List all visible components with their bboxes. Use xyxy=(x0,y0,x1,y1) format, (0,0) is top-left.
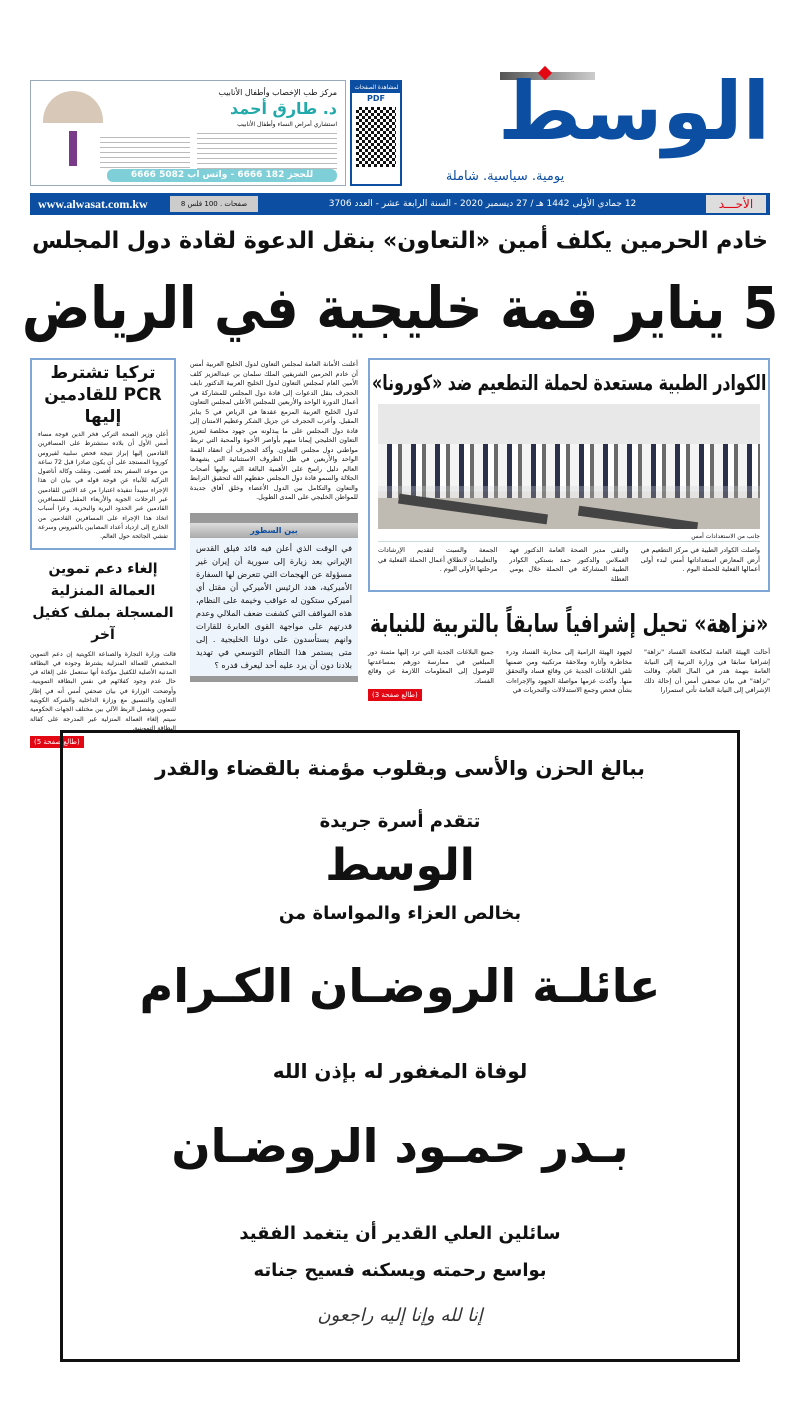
pdf-label: PDF xyxy=(367,94,385,103)
day-label: الأحـــد xyxy=(718,197,754,211)
vaccine-headline: الكوادر الطبية مستعدة لحملة التطعيم ضد «كورونا» xyxy=(371,371,767,395)
left-column xyxy=(30,358,176,748)
deceased-name-wrap xyxy=(73,1118,727,1174)
domestic-text: قالت وزارة التجارة والصناعة الكويتية إن دعم التموين المخصص للعمالة المنزلية يشترط وجوده في البطاقة المدنية الأصلية للكفيل مؤكدة أنها ستعمل على إلغائه في حال عدم وجود كفلائهم في نفس البطاقة التموينية. وأوضحت الوزارة في بيان صحفي أمس أنه في إطار التعاون والتنسيق مع وزارة الداخلية والشركة الكويتية للتموين وبفضل الربط الآلي بين مختلف الجهات الحكومية سيتم إلغاء العمالة المنزلية غير المدرجة على كفالة البطاقة التموينية. xyxy=(30,650,176,732)
price-text: 8 صفحات . 100 فلس xyxy=(180,200,248,208)
between-lines-column xyxy=(190,513,358,682)
family-name-wrap xyxy=(73,958,727,1014)
qr-code-icon[interactable] xyxy=(356,107,396,167)
tagline-wrap xyxy=(405,168,605,186)
ad-doctor: د. طارق أحمد xyxy=(229,99,337,118)
article-column: لجهود الهيئة الرامية إلى محاربة الفساد ودرء مخاطره وآثاره وملاحقة مرتكبيه ومن ضمنها تلقي البلاغات الجدية عن وقائع فساد والتحقق منها. وأكدت عزمها مواصلة الجهود والإجراءات بشأن فحص وجمع الاستدلالات والتحريات في xyxy=(506,648,632,694)
info-bar xyxy=(30,193,770,215)
vaccine-article xyxy=(368,358,770,592)
quran-verse: إنا لله وإنا إليه راجعون xyxy=(317,1305,483,1326)
column-text: في الوقت الذي أعلن فيه قائد فيلق القدس الإيراني بعد زيارة إلى سورية أن إيران غير مسؤولة عن الهجمات التي تتعرض لها السفارة الأميركية، هدد الرئيس الأميركي أن مقتل أي أميركي ستكون له عواقب وخيمة على النظام، هذه المواقف التي كشفت ضعف الملالي وعدم قدرتهم على مواجهة القوى العابرة للقارات وانهم يستأسدون على دولنا الخليجية . إلى متى يستمر هذا النظام التوسعي في تهديد بلادنا دون أن يرد عليه أحد ليعرف قدره ؟ xyxy=(196,542,352,670)
column-title: بين السطور xyxy=(190,523,358,538)
ad-specialty: استشاري أمراض النساء وأطفال الأنابيب xyxy=(237,121,337,128)
condolence-line-wrap xyxy=(73,755,727,781)
article-column: واصلت الكوادر الطبية في مركز التطعيم في أرض المعارض استعداداتها أمس لبدء أولى أعمالها الفعلية للحملة اليوم . xyxy=(640,546,760,573)
turkey-article xyxy=(30,358,176,550)
condolence-line-wrap xyxy=(73,1058,727,1084)
sub-headline: خادم الحرمين يكلف أمين «التعاون» بنقل الدعوة لقادة دول المجلس xyxy=(32,228,768,254)
deceased-name: بـدر حمـود الروضـان xyxy=(171,1119,629,1173)
condolence-line: تتقدم أسرة جريدة xyxy=(319,811,481,832)
condolence-line-wrap xyxy=(73,809,727,835)
article-column: أحالت الهيئة العامة لمكافحة الفساد "نزاهة" إشرافيا سابقا في وزارة التربية إلى النيابة العامة بتهمة هدر في المال العام. وقالت "نزاهة" في بيان صحفي أمس أن إحالة ذلك الإشرافي إلى النيابة العامة تأتي استمرارا xyxy=(644,648,770,694)
date-line: 12 جمادي الأولى 1442 هـ / 27 ديسمبر 2020 - السنة الرابعة عشر - العدد 3706 xyxy=(328,199,637,209)
qr-pdf-box[interactable] xyxy=(350,80,402,186)
vaccine-headline-wrap xyxy=(370,368,768,398)
condolence-line: لوفاة المغفور له بإذن الله xyxy=(272,1059,528,1083)
logo-text: الوسط xyxy=(498,65,770,158)
main-headline: 5 يناير قمة خليجية في الرياض xyxy=(21,274,779,342)
article-column-wrap xyxy=(368,648,494,701)
condolence-line: بخالص العزاء والمواساة من xyxy=(278,903,522,924)
price-box xyxy=(170,196,258,212)
condolence-ad xyxy=(60,730,740,1362)
ad-phones: للحجز 182 6666 - واتس اب 5082 6666 xyxy=(130,170,314,180)
domestic-headline: إلغاء دعم تموين العمالة المنزلية المسجلة بملف كفيل آخر xyxy=(32,560,174,643)
condolence-line: ببالغ الحزن والأسى وبقلوب مؤمنة بالقضاء والقدر xyxy=(155,756,645,780)
article-column: والتقى مدير الصحة العامة الدكتور فهد الغملاس والدكتور حمد بستكي الكوادر الطبية المشاركة في الحملة خلال يومي العطلة xyxy=(509,546,629,583)
condolence-line-wrap xyxy=(73,1221,727,1247)
photo-caption: جانب من الاستعدادات أمس xyxy=(378,532,760,542)
nazaha-headline-wrap xyxy=(368,606,770,642)
day-box xyxy=(706,195,766,213)
date-wrap xyxy=(265,195,700,213)
condolence-logo-wrap xyxy=(73,839,727,893)
quran-verse-wrap xyxy=(73,1303,727,1329)
qr-label-wrap xyxy=(352,82,400,93)
turkey-text: أعلن وزير الصحة التركي فخر الدين قوجة مساء أمس الأول أن بلاده ستشترط على المسافرين القادمين إليها إبراز نتيجة فحص سلبية لفيروس كورونا المستجد على أن يكون صادرا قبل 72 ساعة من موعد السفر بحد أقصى. ونقلت وكالة أناضول التركية للأنباء عن قوجة قوله في بيان ان هذا الإجراء سيبدأ تنفيذه اعتبارا من غد الاثنين للقادمين عبر الرحلات الجوية والأربعاء المقبل للمسافرين القادمين عبر الحدود البرية والبحرية. وعزا أسباب اتخاذ هذا الإجراء على المسافرين القادمين من الخارج إلى ازدياد أعداد المصابين بالفيروس وسرعة تفشي الجائحة حول العالم. xyxy=(38,431,168,541)
doctor-advertisement[interactable] xyxy=(30,80,346,186)
condolence-line-wrap xyxy=(73,901,727,927)
right-column xyxy=(368,358,770,701)
condolence-line-wrap xyxy=(73,1258,727,1284)
see-page-5-link[interactable]: (طالع صفحة 5) xyxy=(30,736,84,748)
newspaper-logo xyxy=(405,65,770,193)
vaccine-photo xyxy=(378,404,760,529)
main-headline-wrap xyxy=(20,272,780,344)
condolence-line: سائلين العلي القدير أن يتغمد الفقيد xyxy=(239,1223,561,1244)
middle-column xyxy=(190,360,358,682)
article-column: الجمعة والسبت لتقديم الإرشادات والتعليمات لانطلاق أعمال الحملة الفعلية في مرحلتها الأولى اليوم . xyxy=(378,546,498,573)
domestic-labor-article xyxy=(30,558,176,749)
article-column: جميع البلاغات الجدية التي ترد إليها مثمنة دور المبلغين في ممارسة دورهم بمساعدتها للوصول إلى المعلومات اللازمة عن وقائع الفساد. xyxy=(368,648,494,685)
logo-wrap xyxy=(405,65,770,158)
condolence-logo: الوسط xyxy=(325,840,475,891)
ad-phone-bar xyxy=(107,169,337,182)
ad-title: مركز طب الإخصاب وأطفال الأنابيب xyxy=(218,88,337,97)
see-page-3-link[interactable]: (طالع صفحة 3) xyxy=(368,689,422,701)
summit-article-text: أعلنت الأمانة العامة لمجلس التعاون لدول الخليج العربية أمس أن خادم الحرمين الشريفين الملك سلمان بن عبدالعزيز كلف الأمين العام لمجلس التعاون لدول الخليج العربية الدكتور نايف الحجرف بنقل الدعوات إلى قادة دول المجلس للمشاركة في أعمال الدورة الواحد والأربعين للمجلس الأعلى لمجلس التعاون لدول الخليج العربية المزمع عقدها في الرياض في 5 يناير المقبل. وأعرب الحجرف عن جزيل الشكر وعظيم الامتنان إلى قادة دول المجلس على ما يبذلونه من جهود مخلصة لتعزيز التعاون الخليجي إيمانا منهم بأواصر الأخوة والمحبة التي تربط مواطني دول مجلس التعاون. وأكد الحجرف أن انعقاد القمة الواحد والأربعين في ظل الظروف الاستثنائية التي يشهدها العالم دليل راسخ على الأهمية البالغة التي يوليها أصحاب الجلالة والسمو قادة دول المجلس حفظهم الله لتحقيق الترابط والتعاون والتكامل بين الدول الأعضاء وخلق آفاق جديدة للمواطن الخليجي على المدى الطويل. xyxy=(190,360,359,501)
turkey-headline: تركيا تشترط PCR للقادمين إليها xyxy=(44,363,162,427)
website-link[interactable]: www.alwasat.com.kw xyxy=(38,197,148,211)
nazaha-headline: «نزاهة» تحيل إشرافياً سابقاً بالتربية للنيابة xyxy=(369,609,769,638)
condolence-line: بواسع رحمته ويسكنه فسيح جناته xyxy=(253,1260,547,1281)
qr-label: لمشاهدة الصفحات xyxy=(354,84,398,91)
sub-headline-wrap xyxy=(30,226,770,256)
family-name: عائلـة الروضـان الكـرام xyxy=(139,959,661,1013)
tagline: يومية. سياسية. شاملة xyxy=(445,169,565,184)
